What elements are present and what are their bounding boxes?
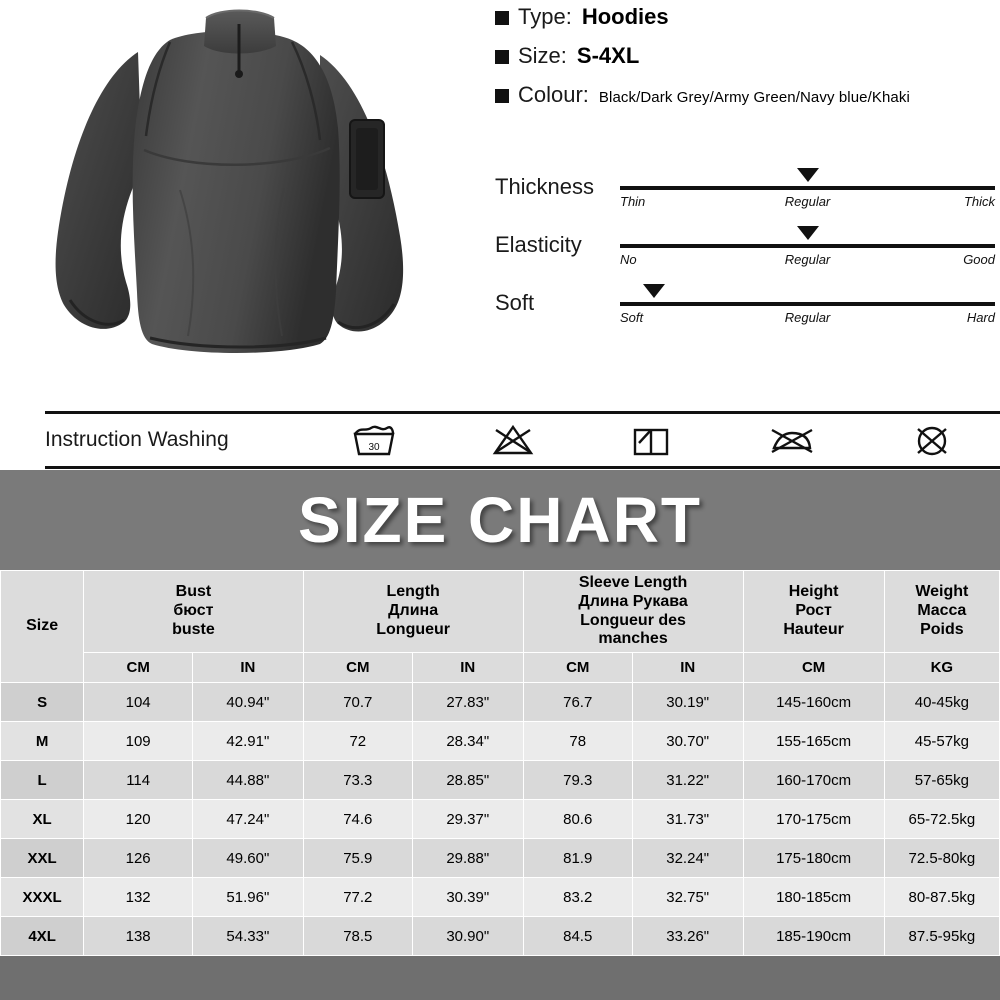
cell-sleeve-in: 31.73" bbox=[632, 800, 743, 839]
svg-text:30: 30 bbox=[368, 442, 380, 453]
cell-length-in: 29.37" bbox=[412, 800, 523, 839]
header-length: Length Длина Longueur bbox=[303, 571, 523, 653]
cell-length-in: 29.88" bbox=[412, 839, 523, 878]
table-row bbox=[1, 839, 1000, 878]
cell-weight: 65-72.5kg bbox=[884, 800, 999, 839]
washing-instructions bbox=[45, 411, 1000, 469]
header-weight: Weight Macca Poids bbox=[884, 571, 999, 653]
cell-sleeve-in: 30.70" bbox=[632, 722, 743, 761]
cell-sleeve-cm: 84.5 bbox=[523, 917, 632, 956]
spec-type-value: Hoodies bbox=[581, 4, 669, 29]
do-not-dry-clean-icon bbox=[910, 422, 954, 458]
cell-length-cm: 77.2 bbox=[303, 878, 412, 917]
slider-soft-marker bbox=[643, 284, 665, 298]
cell-sleeve-cm: 80.6 bbox=[523, 800, 632, 839]
cell-bust-cm: 109 bbox=[84, 722, 193, 761]
cell-weight: 80-87.5kg bbox=[884, 878, 999, 917]
slider-soft-label: Soft bbox=[495, 290, 535, 315]
cell-length-cm: 73.3 bbox=[303, 761, 412, 800]
cell-sleeve-cm: 76.7 bbox=[523, 683, 632, 722]
header-sleeve-cm: CM bbox=[523, 653, 632, 683]
header-sleeve-in: IN bbox=[632, 653, 743, 683]
slider-thickness-track bbox=[620, 186, 995, 190]
table-row bbox=[1, 722, 1000, 761]
cell-height: 145-160cm bbox=[743, 683, 884, 722]
attribute-sliders bbox=[495, 168, 995, 342]
cell-height: 185-190cm bbox=[743, 917, 884, 956]
cell-bust-in: 47.24" bbox=[193, 800, 304, 839]
header-height: Height Рост Hauteur bbox=[743, 571, 884, 653]
spec-colour-value: Black/Dark Grey/Army Green/Navy blue/Khaki bbox=[598, 89, 910, 106]
cell-length-in: 28.34" bbox=[412, 722, 523, 761]
slider-soft-left: Soft bbox=[620, 310, 644, 325]
table-row bbox=[1, 917, 1000, 956]
cell-sleeve-in: 32.75" bbox=[632, 878, 743, 917]
header-length-cm: CM bbox=[303, 653, 412, 683]
cell-bust-in: 49.60" bbox=[193, 839, 304, 878]
cell-sleeve-in: 31.22" bbox=[632, 761, 743, 800]
slider-thickness-right: Thick bbox=[963, 194, 995, 209]
cell-length-cm: 75.9 bbox=[303, 839, 412, 878]
cell-bust-in: 42.91" bbox=[193, 722, 304, 761]
size-chart-table-wrap bbox=[0, 570, 1000, 1000]
cell-length-in: 27.83" bbox=[412, 683, 523, 722]
cell-weight: 57-65kg bbox=[884, 761, 999, 800]
hoodie-illustration bbox=[20, 0, 460, 395]
slider-thickness bbox=[495, 168, 995, 226]
size-chart-banner bbox=[0, 470, 1000, 570]
slider-soft-mid: Regular bbox=[784, 310, 831, 325]
spec-size-value: S-4XL bbox=[576, 43, 640, 68]
product-specs bbox=[495, 4, 995, 121]
cell-bust-in: 51.96" bbox=[193, 878, 304, 917]
slider-soft-scale bbox=[620, 310, 995, 330]
slider-soft-right: Hard bbox=[966, 310, 995, 325]
cell-size: 4XL bbox=[1, 917, 84, 956]
cell-weight: 45-57kg bbox=[884, 722, 999, 761]
cell-length-cm: 74.6 bbox=[303, 800, 412, 839]
cell-size: S bbox=[1, 683, 84, 722]
header-height-cm: CM bbox=[743, 653, 884, 683]
slider-elasticity bbox=[495, 226, 995, 284]
table-body bbox=[1, 683, 1000, 956]
cell-weight: 87.5-95kg bbox=[884, 917, 999, 956]
slider-thickness-label: Thickness bbox=[495, 174, 595, 199]
slider-elasticity-left: No bbox=[620, 252, 637, 267]
spec-type-label: Type: bbox=[518, 4, 572, 29]
cell-height: 170-175cm bbox=[743, 800, 884, 839]
cell-sleeve-cm: 81.9 bbox=[523, 839, 632, 878]
product-photo bbox=[20, 0, 460, 395]
slider-elasticity-label: Elasticity bbox=[495, 232, 582, 257]
table-head bbox=[1, 571, 1000, 683]
cell-length-cm: 72 bbox=[303, 722, 412, 761]
header-bust-cm: CM bbox=[84, 653, 193, 683]
cell-size: L bbox=[1, 761, 84, 800]
cell-size: XL bbox=[1, 800, 84, 839]
cell-bust-cm: 138 bbox=[84, 917, 193, 956]
slider-elasticity-marker bbox=[797, 226, 819, 240]
do-not-iron-icon bbox=[767, 422, 817, 458]
cell-sleeve-in: 33.26" bbox=[632, 917, 743, 956]
cell-bust-cm: 120 bbox=[84, 800, 193, 839]
cell-sleeve-cm: 78 bbox=[523, 722, 632, 761]
top-section bbox=[0, 0, 1000, 410]
header-weight-kg: KG bbox=[884, 653, 999, 683]
cell-size: XXL bbox=[1, 839, 84, 878]
cell-length-in: 30.90" bbox=[412, 917, 523, 956]
cell-bust-in: 44.88" bbox=[193, 761, 304, 800]
page-title: SIZE CHART bbox=[298, 484, 702, 556]
slider-thickness-scale bbox=[620, 194, 995, 214]
slider-elasticity-mid: Regular bbox=[784, 252, 831, 267]
slider-soft bbox=[495, 284, 995, 342]
bullet-square-icon bbox=[495, 89, 509, 103]
bullet-square-icon bbox=[495, 50, 509, 64]
cell-bust-cm: 126 bbox=[84, 839, 193, 878]
spec-colour-label: Colour: bbox=[518, 82, 589, 107]
cell-bust-cm: 114 bbox=[84, 761, 193, 800]
table-row bbox=[1, 878, 1000, 917]
tumble-dry-icon bbox=[628, 422, 674, 458]
table-row bbox=[1, 683, 1000, 722]
bullet-square-icon bbox=[495, 11, 509, 25]
slider-thickness-mid: Regular bbox=[784, 194, 831, 209]
spec-colour bbox=[495, 82, 995, 108]
table-row bbox=[1, 800, 1000, 839]
header-bust-in: IN bbox=[193, 653, 304, 683]
slider-thickness-left: Thin bbox=[620, 194, 646, 209]
cell-size: XXXL bbox=[1, 878, 84, 917]
cell-bust-cm: 132 bbox=[84, 878, 193, 917]
cell-height: 175-180cm bbox=[743, 839, 884, 878]
header-bust: Bust бюст buste bbox=[84, 571, 303, 653]
cell-sleeve-in: 30.19" bbox=[632, 683, 743, 722]
slider-elasticity-right: Good bbox=[963, 252, 995, 267]
machine-wash-30-icon bbox=[351, 422, 397, 458]
cell-sleeve-cm: 83.2 bbox=[523, 878, 632, 917]
cell-sleeve-in: 32.24" bbox=[632, 839, 743, 878]
cell-bust-in: 54.33" bbox=[193, 917, 304, 956]
slider-soft-track bbox=[620, 302, 995, 306]
spec-size bbox=[495, 43, 995, 69]
slider-elasticity-track bbox=[620, 244, 995, 248]
cell-sleeve-cm: 79.3 bbox=[523, 761, 632, 800]
table-row bbox=[1, 761, 1000, 800]
cell-length-cm: 78.5 bbox=[303, 917, 412, 956]
spec-type bbox=[495, 4, 995, 30]
slider-thickness-marker bbox=[797, 168, 819, 182]
cell-weight: 72.5-80kg bbox=[884, 839, 999, 878]
washing-title: Instruction Washing bbox=[45, 428, 229, 451]
header-sleeve-length: Sleeve Length Длина Рукава Longueur des manches bbox=[523, 571, 743, 653]
cell-length-cm: 70.7 bbox=[303, 683, 412, 722]
cell-length-in: 28.85" bbox=[412, 761, 523, 800]
cell-height: 160-170cm bbox=[743, 761, 884, 800]
cell-weight: 40-45kg bbox=[884, 683, 999, 722]
cell-length-in: 30.39" bbox=[412, 878, 523, 917]
cell-height: 155-165cm bbox=[743, 722, 884, 761]
cell-bust-cm: 104 bbox=[84, 683, 193, 722]
divider-bottom bbox=[45, 466, 1000, 469]
cell-bust-in: 40.94" bbox=[193, 683, 304, 722]
header-length-in: IN bbox=[412, 653, 523, 683]
cell-height: 180-185cm bbox=[743, 878, 884, 917]
cell-size: M bbox=[1, 722, 84, 761]
slider-elasticity-scale bbox=[620, 252, 995, 272]
spec-size-label: Size: bbox=[518, 43, 567, 68]
do-not-bleach-icon bbox=[490, 422, 536, 458]
header-size: Size bbox=[1, 571, 84, 683]
size-chart-table bbox=[0, 570, 1000, 956]
